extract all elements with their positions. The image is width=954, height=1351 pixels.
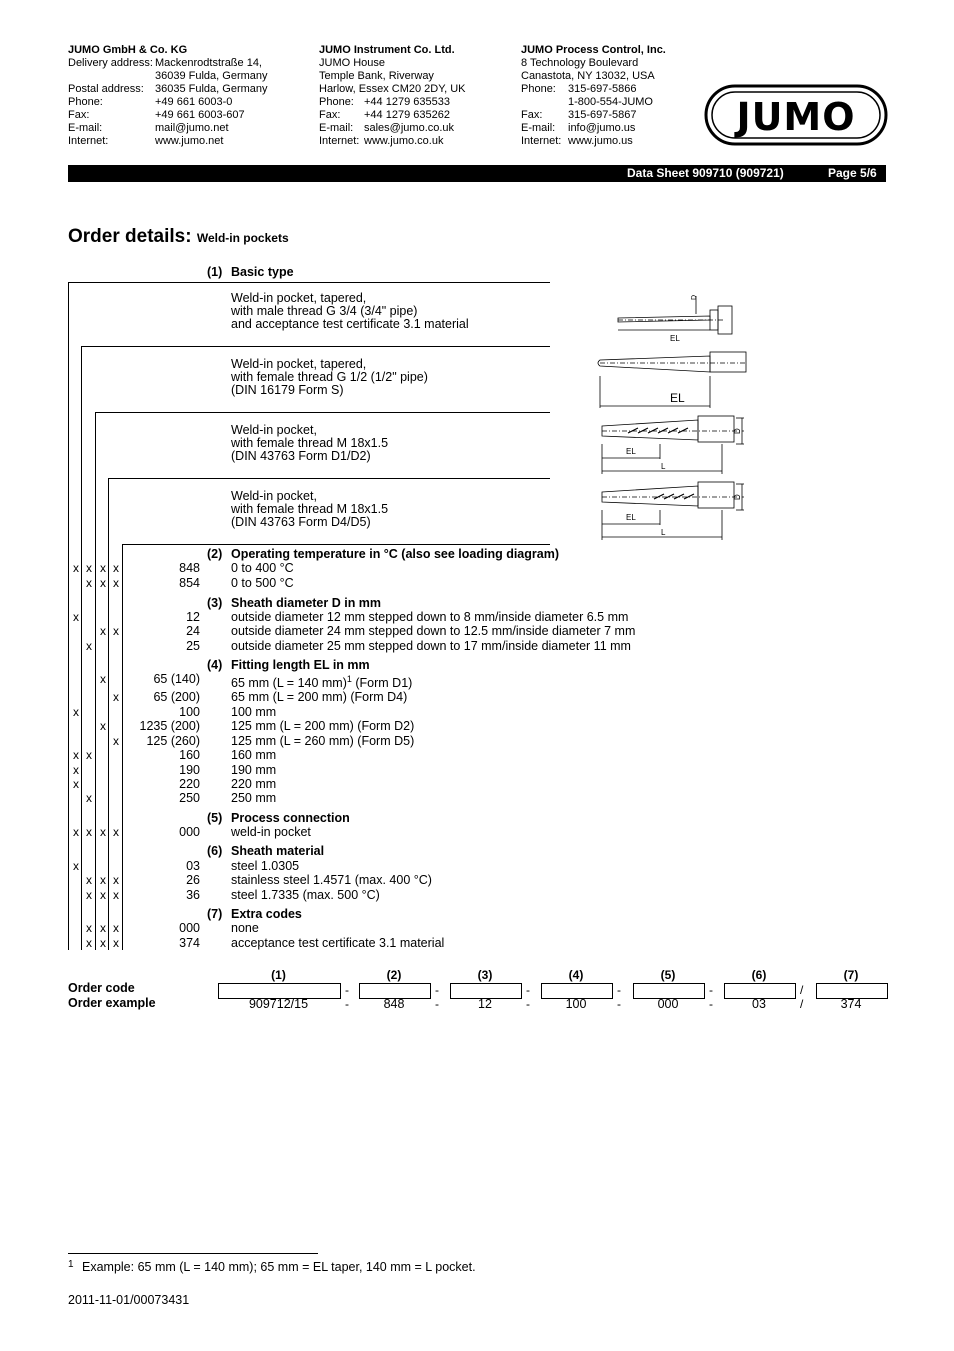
type-description: with male thread G 3/4 (3/4" pipe): [231, 304, 418, 318]
svg-text:JUMO: JUMO: [736, 95, 856, 139]
company-name: JUMO Process Control, Inc.: [521, 44, 666, 56]
section-number: (5): [207, 811, 223, 825]
option-text-suffix: (Form D1): [351, 676, 413, 691]
order-separator: -: [435, 997, 439, 1011]
phone-label: Phone:: [521, 83, 556, 95]
phone-value: 1-800-554-JUMO: [568, 96, 653, 108]
order-separator: -: [709, 983, 713, 997]
applicability-mark: x: [100, 825, 106, 839]
applicability-mark: x: [100, 719, 106, 733]
internet-label: Internet:: [521, 135, 562, 147]
option-code: 160: [179, 748, 200, 762]
title-main: Order details:: [68, 226, 192, 247]
option-text: steel 1.7335 (max. 500 °C): [231, 888, 380, 902]
option-code: 848: [179, 561, 200, 575]
applicability-mark: x: [86, 888, 92, 902]
phone-label: [521, 96, 568, 109]
fax-label: Fax:: [521, 109, 543, 121]
option-row: [0, 690, 954, 704]
option-row: [0, 936, 954, 950]
option-code: 125 (260): [146, 734, 200, 748]
option-code: 12: [186, 610, 200, 624]
section-header: [0, 844, 954, 858]
option-description: [231, 690, 407, 704]
applicability-mark: x: [113, 561, 119, 575]
order-separator: /: [800, 983, 804, 997]
option-row: [0, 825, 954, 839]
option-text: 0 to 500 °C: [231, 576, 294, 590]
section-label: Sheath diameter D in mm: [231, 596, 382, 610]
document-id: 2011-11-01/00073431: [68, 1293, 190, 1307]
section-number: (2): [207, 547, 223, 561]
applicability-mark: x: [100, 672, 106, 686]
option-text: 125 mm (L = 200 mm) (Form D2): [231, 719, 415, 733]
page-number: Page 5/6: [828, 166, 877, 180]
order-example-label: Order example: [68, 996, 156, 1010]
option-text: 65 mm (L = 200 mm) (Form D4): [231, 690, 408, 704]
applicability-mark: x: [100, 624, 106, 638]
applicability-mark: x: [113, 888, 119, 902]
company-name: JUMO Instrument Co. Ltd.: [319, 44, 455, 56]
option-description: [231, 561, 294, 575]
option-description: [231, 639, 631, 653]
option-code: 65 (200): [153, 690, 200, 704]
option-row: [0, 576, 954, 590]
applicability-mark: x: [100, 576, 106, 590]
order-separator: -: [435, 983, 439, 997]
type-description: (DIN 16179 Form S): [231, 383, 344, 397]
applicability-mark: x: [73, 748, 79, 762]
order-separator: -: [617, 997, 621, 1011]
address-value: 36035 Fulda, Germany: [155, 83, 268, 95]
section-number: (7): [207, 907, 223, 921]
company-block-uk: [319, 44, 466, 148]
phone-value: 315-697-5866: [568, 83, 637, 95]
applicability-mark: x: [86, 748, 92, 762]
option-text: 100 mm: [231, 705, 277, 719]
phone-value: +44 1279 635533: [364, 96, 450, 108]
fax-value: +49 661 6003-607: [155, 109, 245, 121]
option-description: [231, 763, 276, 777]
section-number: (4): [207, 658, 223, 672]
applicability-mark: x: [86, 561, 92, 575]
order-separator: /: [800, 997, 804, 1011]
section-label: Sheath material: [231, 844, 325, 858]
address-label: Delivery address:: [68, 57, 153, 69]
order-column-number: (6): [751, 968, 767, 982]
option-description: [231, 610, 628, 624]
section-label: Process connection: [231, 811, 350, 825]
option-text: 160 mm: [231, 748, 277, 762]
el-label: EL: [626, 513, 636, 522]
applicability-mark: x: [113, 921, 119, 935]
divider-line: [108, 478, 550, 479]
order-separator: -: [526, 983, 530, 997]
option-code: 03: [186, 859, 200, 873]
option-code: 24: [186, 624, 200, 638]
applicability-mark: x: [86, 873, 92, 887]
option-row: [0, 888, 954, 902]
order-example-value: 000: [657, 997, 679, 1011]
section-label: Extra codes: [231, 907, 302, 921]
option-code: 100: [179, 705, 200, 719]
option-row: [0, 791, 954, 805]
divider-line: [95, 412, 550, 413]
applicability-mark: x: [113, 624, 119, 638]
order-column-number: (4): [568, 968, 584, 982]
divider-line: [122, 544, 550, 545]
applicability-mark: x: [86, 921, 92, 935]
option-row: [0, 748, 954, 762]
option-description: [231, 705, 276, 719]
fax-value: +44 1279 635262: [364, 109, 450, 121]
option-text: 0 to 400 °C: [231, 561, 294, 575]
l-label: L: [661, 462, 666, 471]
applicability-mark: x: [73, 859, 79, 873]
applicability-mark: x: [100, 561, 106, 575]
option-code: 374: [179, 936, 200, 950]
d-label: D: [733, 428, 742, 434]
el-label: EL: [670, 334, 680, 343]
option-description: [231, 734, 414, 748]
option-row: [0, 639, 954, 653]
option-row: [0, 561, 954, 575]
option-text: acceptance test certificate 3.1 material: [231, 936, 445, 950]
divider-line: [81, 346, 550, 347]
option-description: [231, 777, 276, 791]
section-label: Fitting length EL in mm: [231, 658, 370, 672]
type-description: with female thread M 18x1.5: [231, 436, 389, 450]
drawing-909712-50: [598, 414, 750, 474]
section-label: Basic type: [231, 265, 294, 279]
applicability-mark: x: [73, 561, 79, 575]
internet-value: www.jumo.net: [155, 135, 224, 147]
option-row: [0, 672, 954, 691]
option-row: [0, 763, 954, 777]
section-header: [0, 547, 954, 561]
option-row: [0, 859, 954, 873]
applicability-mark: x: [73, 610, 79, 624]
applicability-mark: x: [86, 791, 92, 805]
order-example-value: 03: [752, 997, 766, 1011]
option-text: outside diameter 25 mm stepped down to 17 mm/inside diameter 11 mm: [231, 639, 631, 653]
order-example-value: 12: [478, 997, 492, 1011]
section-header: [0, 596, 954, 610]
order-separator: -: [345, 997, 349, 1011]
option-text: 125 mm (L = 260 mm) (Form D5): [231, 734, 415, 748]
order-column-number: (2): [386, 968, 402, 982]
footnote-rule: [68, 1253, 318, 1254]
phone-value: +49 661 6003-0: [155, 96, 233, 108]
address-value: Mackenrodtstraße 14,: [155, 57, 262, 69]
divider-line: [68, 282, 550, 283]
option-description: [231, 873, 432, 887]
el-label: EL: [626, 447, 636, 456]
option-code: 220: [179, 777, 200, 791]
applicability-mark: x: [113, 734, 119, 748]
email-value: info@jumo.us: [568, 122, 636, 134]
email-label: E-mail:: [319, 122, 354, 134]
type-description: with female thread G 1/2 (1/2" pipe): [231, 370, 428, 384]
section-header: [0, 658, 954, 672]
company-block-germany: [68, 44, 268, 148]
drawing-909712-20: [594, 350, 750, 408]
option-row: [0, 624, 954, 638]
type-description: (DIN 43763 Form D4/D5): [231, 515, 371, 529]
option-text: 65 mm (L = 140 mm): [231, 676, 347, 691]
option-text: none: [231, 921, 259, 935]
option-description: [231, 859, 299, 873]
section-header: [0, 907, 954, 921]
option-code: 26: [186, 873, 200, 887]
address-label: [68, 70, 155, 83]
order-column-number: (5): [660, 968, 676, 982]
section-number: (6): [207, 844, 223, 858]
page-title: [68, 226, 289, 248]
d-label: D: [733, 494, 742, 500]
order-separator: -: [526, 997, 530, 1011]
option-text: weld-in pocket: [231, 825, 311, 839]
option-row: [0, 705, 954, 719]
order-column-number: (3): [477, 968, 493, 982]
applicability-mark: x: [73, 825, 79, 839]
order-column-number: (7): [843, 968, 859, 982]
company-name: JUMO GmbH & Co. KG: [68, 44, 188, 56]
option-description: [231, 576, 294, 590]
applicability-mark: x: [113, 873, 119, 887]
option-row: [0, 873, 954, 887]
title-sub: Weld-in pockets: [196, 231, 289, 245]
internet-label: Internet:: [319, 135, 360, 147]
address-value: Temple Bank, Riverway: [319, 70, 434, 82]
option-description: [231, 825, 311, 839]
section-basic-type: [0, 265, 954, 279]
option-row: [0, 610, 954, 624]
option-code: 190: [179, 763, 200, 777]
option-text: 250 mm: [231, 791, 277, 805]
order-example-value: 374: [840, 997, 862, 1011]
type-description: Weld-in pocket, tapered,: [231, 357, 367, 371]
option-row: [0, 777, 954, 791]
order-separator: -: [709, 997, 713, 1011]
option-description: [231, 719, 414, 733]
option-code: 25: [186, 639, 200, 653]
type-description: Weld-in pocket, tapered,: [231, 291, 367, 305]
applicability-mark: x: [100, 888, 106, 902]
applicability-mark: x: [86, 825, 92, 839]
email-label: E-mail:: [521, 122, 556, 134]
order-code-label: Order code: [68, 981, 135, 995]
option-text: steel 1.0305: [231, 859, 300, 873]
option-description: [231, 672, 412, 690]
drawing-909712-51: [598, 480, 750, 540]
order-example-value: 100: [565, 997, 587, 1011]
fax-label: Fax:: [68, 109, 90, 121]
section-label: Operating temperature in °C (also see loading diagram): [231, 547, 559, 561]
type-description: Weld-in pocket,: [231, 423, 317, 437]
order-column-number: (1): [271, 968, 286, 982]
footnote-ref: 1: [346, 674, 352, 684]
applicability-mark: x: [73, 705, 79, 719]
drawing-909712-15: [612, 290, 742, 346]
address-value: JUMO House: [319, 57, 386, 69]
section-header: [0, 811, 954, 825]
option-code: 65 (140): [153, 672, 200, 686]
type-description: (DIN 43763 Form D1/D2): [231, 449, 371, 463]
applicability-mark: x: [100, 921, 106, 935]
option-description: [231, 624, 635, 638]
applicability-mark: x: [86, 936, 92, 950]
address-value: 36039 Fulda, Germany: [155, 70, 268, 82]
address-value: Canastota, NY 13032, USA: [521, 70, 655, 82]
applicability-mark: x: [100, 873, 106, 887]
option-code: 000: [179, 825, 200, 839]
footnote-text: Example: 65 mm (L = 140 mm); 65 mm = EL taper, 140 mm = L pocket.: [82, 1260, 476, 1274]
type-description: Weld-in pocket,: [231, 489, 317, 503]
section-number: (3): [207, 596, 223, 610]
applicability-mark: x: [73, 763, 79, 777]
applicability-mark: x: [113, 576, 119, 590]
option-text: outside diameter 24 mm stepped down to 12.5 mm/inside diameter 7 mm: [231, 624, 636, 638]
order-example-value: 848: [383, 997, 405, 1011]
type-description: and acceptance test certificate 3.1 material: [231, 317, 469, 331]
jumo-logo: [704, 84, 888, 146]
order-separator: -: [345, 983, 349, 997]
email-value: mail@jumo.net: [155, 122, 229, 134]
option-row: [0, 719, 954, 733]
d-label: D: [691, 294, 698, 300]
option-text: 190 mm: [231, 763, 277, 777]
order-separator: -: [617, 983, 621, 997]
option-code: 36: [186, 888, 200, 902]
datasheet-header-bar: [68, 165, 886, 182]
option-row: [0, 734, 954, 748]
internet-value: www.jumo.us: [568, 135, 633, 147]
option-description: [231, 936, 444, 950]
applicability-mark: x: [73, 777, 79, 791]
option-description: [231, 921, 259, 935]
applicability-mark: x: [86, 576, 92, 590]
address-label: Postal address:: [68, 83, 144, 95]
option-text: outside diameter 12 mm stepped down to 8 mm/inside diameter 6.5 mm: [231, 610, 629, 624]
option-description: [231, 791, 276, 805]
option-code: 854: [179, 576, 200, 590]
option-description: [231, 748, 276, 762]
internet-value: www.jumo.co.uk: [364, 135, 444, 147]
el-label: EL: [670, 391, 685, 405]
fax-value: 315-697-5867: [568, 109, 637, 121]
option-code: 250: [179, 791, 200, 805]
option-text: stainless steel 1.4571 (max. 400 °C): [231, 873, 432, 887]
company-block-usa: [521, 44, 666, 148]
applicability-mark: x: [100, 936, 106, 950]
phone-label: Phone:: [319, 96, 354, 108]
section-number: (1): [207, 265, 223, 279]
order-example-value: 909712/15: [248, 997, 309, 1011]
l-label: L: [661, 528, 666, 537]
applicability-mark: x: [113, 825, 119, 839]
address-value: 8 Technology Boulevard: [521, 57, 639, 69]
option-description: [231, 888, 380, 902]
applicability-mark: x: [113, 936, 119, 950]
type-description: with female thread M 18x1.5: [231, 502, 389, 516]
applicability-mark: x: [86, 639, 92, 653]
applicability-mark: x: [113, 690, 119, 704]
option-text: 220 mm: [231, 777, 277, 791]
option-row: [0, 921, 954, 935]
footnote-number: 1: [68, 1259, 74, 1270]
email-label: E-mail:: [68, 122, 103, 134]
phone-label: Phone:: [68, 96, 103, 108]
email-value: sales@jumo.co.uk: [364, 122, 455, 134]
internet-label: Internet:: [68, 135, 109, 147]
option-code: 1235 (200): [139, 719, 200, 733]
address-value: Harlow, Essex CM20 2DY, UK: [319, 83, 466, 95]
datasheet-number: Data Sheet 909710 (909721): [627, 166, 784, 180]
fax-label: Fax:: [319, 109, 341, 121]
option-code: 000: [179, 921, 200, 935]
